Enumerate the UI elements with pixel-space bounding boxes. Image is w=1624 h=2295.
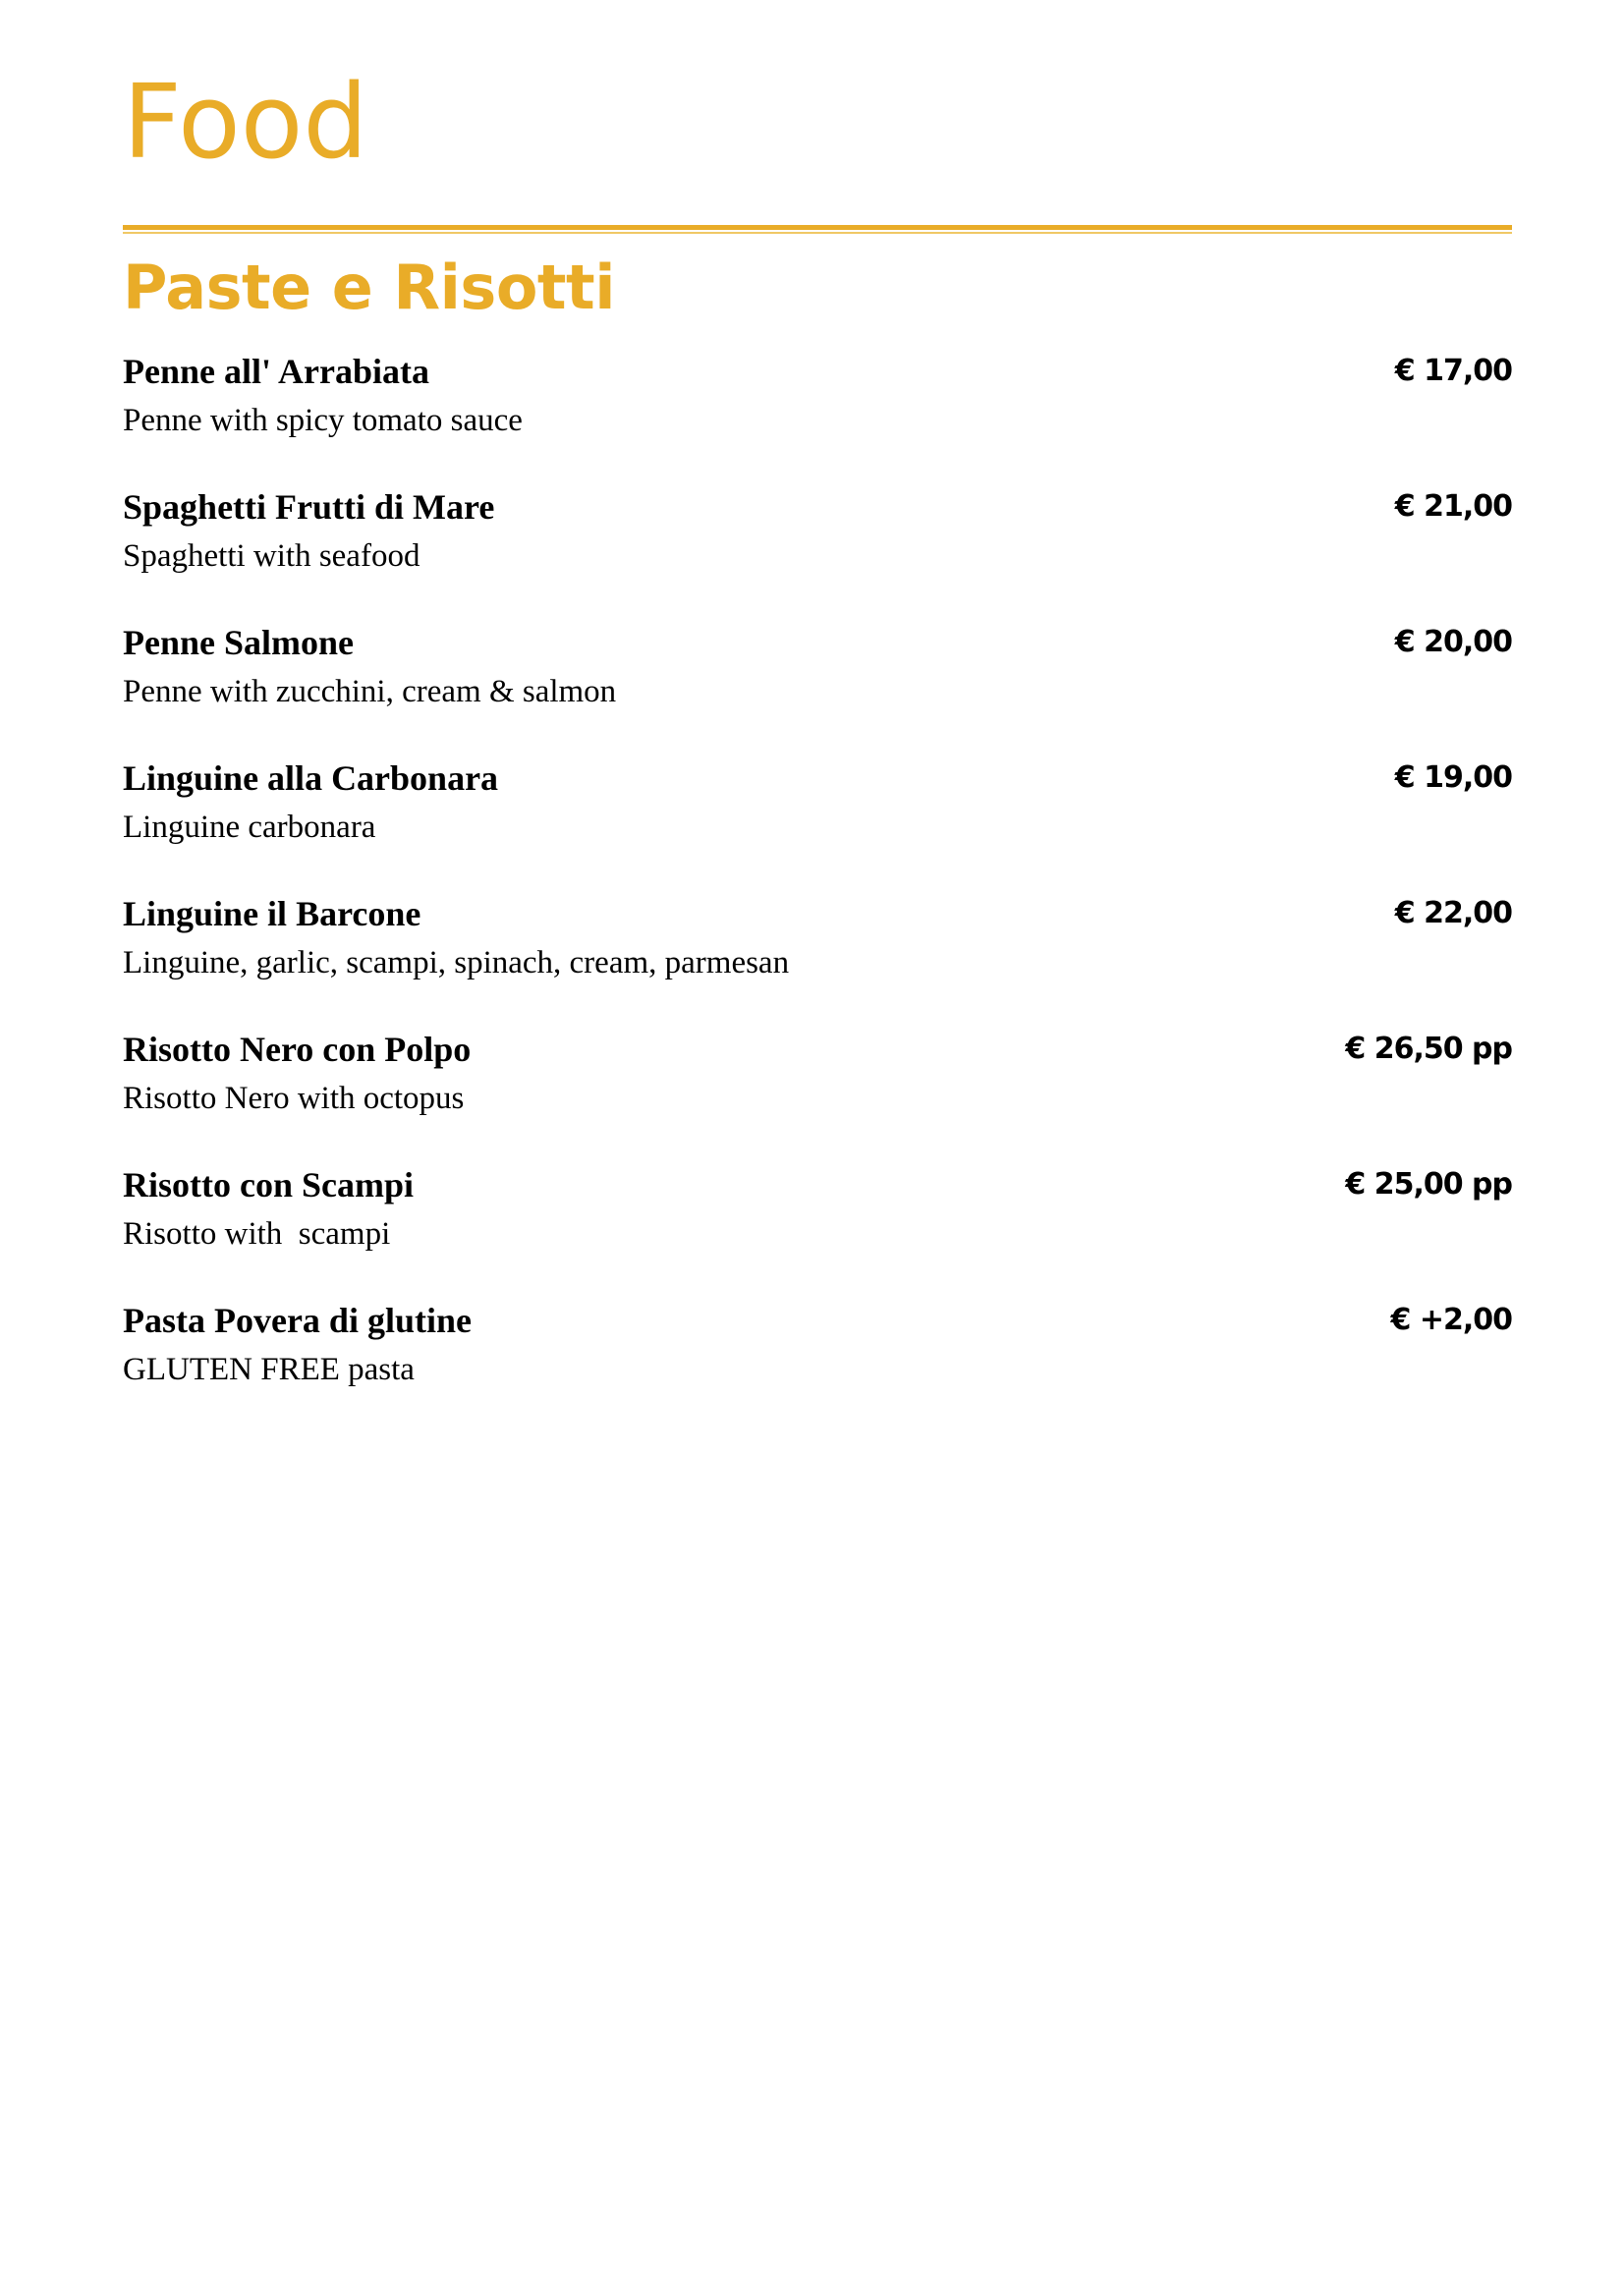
menu-item-price: € 22,00 [1394,896,1512,930]
menu-item-name: Linguine alla Carbonara [123,758,499,798]
menu-item [123,1163,1512,1281]
menu-item-name: Risotto Nero con Polpo [123,1030,472,1069]
title-divider [123,225,1512,235]
menu-item-description: Risotto Nero with octopus [123,1081,465,1116]
menu-item-name: Spaghetti Frutti di Mare [123,487,495,527]
menu-item [123,1299,1512,1417]
divider-line-thick [123,225,1512,230]
menu-item-price: € 17,00 [1394,354,1512,388]
divider-line-thin [123,232,1512,234]
menu-item-description: Penne with zucchini, cream & salmon [123,674,617,709]
menu-item-price: € 19,00 [1394,760,1512,795]
menu-item-description: Linguine carbonara [123,810,376,845]
menu-item-price: € 26,50 pp [1345,1032,1512,1066]
menu-item [123,621,1512,739]
menu-item [123,892,1512,1010]
page-title: Food [123,62,368,182]
menu-item-name: Linguine il Barcone [123,894,421,933]
menu-item-description: Spaghetti with seafood [123,538,420,574]
menu-item-price: € 20,00 [1394,625,1512,659]
menu-item-name: Pasta Povera di glutine [123,1301,472,1340]
menu-item-name: Penne all' Arrabiata [123,352,429,391]
menu-item [123,1028,1512,1146]
menu-item [123,485,1512,603]
menu-item-description: GLUTEN FREE pasta [123,1352,415,1387]
menu-item-price: € 25,00 pp [1345,1167,1512,1202]
menu-item-name: Risotto con Scampi [123,1165,414,1204]
menu-item-description: Linguine, garlic, scampi, spinach, cream, parmesan [123,945,790,980]
menu-item-description: Penne with spicy tomato sauce [123,403,523,438]
menu-item-price: € +2,00 [1390,1303,1512,1337]
menu-item-description: Risotto with scampi [123,1216,391,1252]
menu-item-price: € 21,00 [1394,489,1512,524]
menu-item-name: Penne Salmone [123,623,355,662]
menu-item [123,350,1512,468]
section-title: Paste e Risotti [123,252,615,323]
menu-item [123,756,1512,874]
